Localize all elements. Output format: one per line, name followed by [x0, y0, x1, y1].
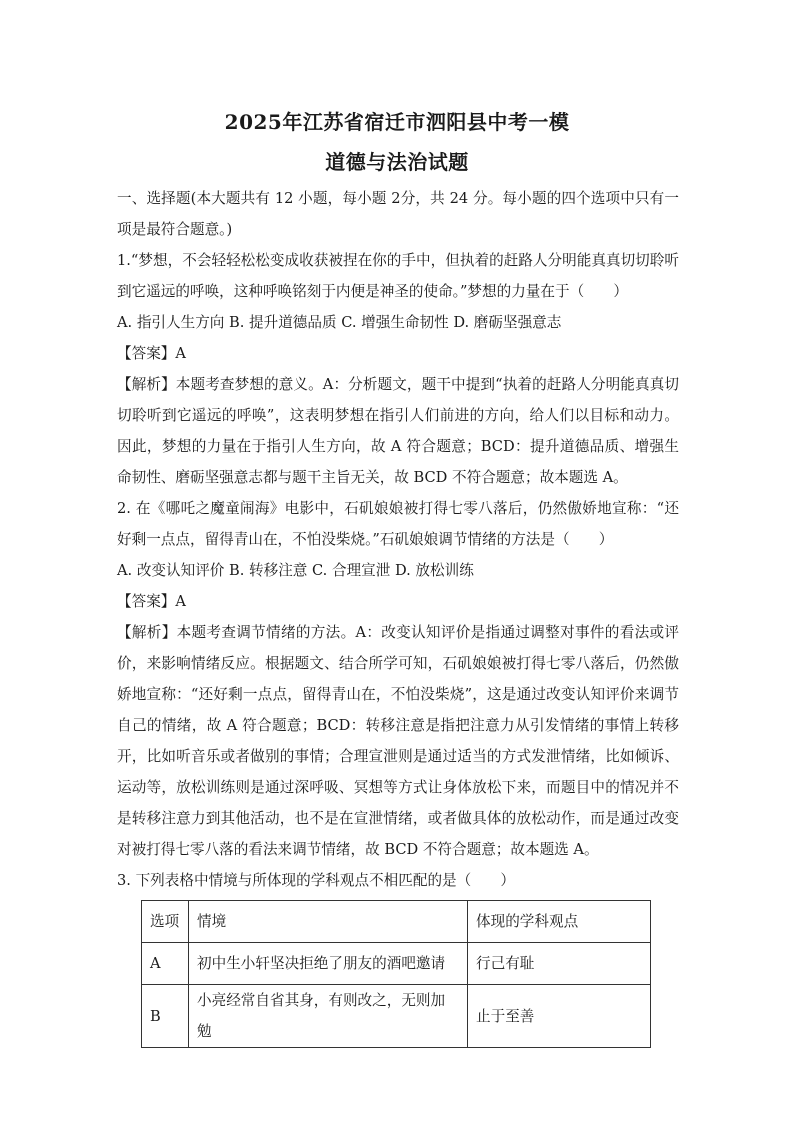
table-cell: A: [142, 943, 189, 985]
question-2-options: A. 改变认知评价 B. 转移注意 C. 合理宣泄 D. 放松训练: [117, 562, 474, 579]
table-header-row: [142, 901, 651, 943]
table-row: [142, 943, 651, 985]
table-header-cell: 情境: [189, 901, 468, 943]
question-2-stem: 2. 在《哪吒之魔童闹海》电影中，石矶娘娘被打得七零八落后，仍然傲娇地宣称：“还好剩一点点，留得青山在，不怕没柴烧。”石矶娘娘调节情绪的方法是（ ）: [117, 500, 679, 548]
exam-subtitle: 道德与法治试题: [325, 150, 469, 174]
section-heading: 一、选择题(本大题共有 12 小题，每小题 2分，共 24 分。每小题的四个选项中只有一项是最符合题意。): [117, 190, 679, 238]
table-cell: 行己有耻: [468, 943, 651, 985]
question-3-table: [141, 900, 651, 1048]
table-header-cell: 选项: [142, 901, 189, 943]
question-1-analysis: 【解析】本题考查梦想的意义。A：分析题文，题干中提到“执着的赶路人分明能真真切切聆听到它遥远的呼唤”，这表明梦想在指引人们前进的方向，给人们以目标和动力。因此，梦想的力量在于指引人生方向，故 A 符合题意；BCD：提升道德品质、增强生命韧性、磨砺坚强意志都与题干主旨无关，故 BCD 不符合题意；故本题选 A。: [117, 376, 679, 486]
question-3-stem: 3. 下列表格中情境与所体现的学科观点不相匹配的是（ ）: [117, 872, 516, 889]
table-cell: B: [142, 985, 189, 1048]
question-2-analysis: 【解析】本题考查调节情绪的方法。A：改变认知评价是指通过调整对事件的看法或评价，来影响情绪反应。根据题文、结合所学可知，石矶娘娘被打得七零八落后，仍然傲娇地宣称：“还好剩一点点，留得青山在，不怕没柴烧”，这是通过改变认知评价来调节自己的情绪，故 A 符合题意；BCD：转移注意是指把注意力从引发情绪的事情上转移开，比如听音乐或者做别的事情；合理宣泄则是通过适当的方式发泄情绪，比如倾诉、运动等，放松训练则是通过深呼吸、冥想等方式让身体放松下来，而题目中的情况并不是转移注意力到其他活动，也不是在宣泄情绪，或者做具体的放松动作，而是通过改变对被打得七零八落的看法来调节情绪，故 BCD 不符合题意；故本题选 A。: [117, 624, 679, 858]
exam-title: 2025年江苏省宿迁市泗阳县中考一模: [224, 110, 570, 134]
table-cell: 止于至善: [468, 985, 651, 1048]
exam-body: [117, 183, 679, 1048]
table-row: [142, 985, 651, 1048]
question-1-answer: 【答案】A: [117, 345, 186, 362]
table-header-cell: 体现的学科观点: [468, 901, 651, 943]
question-1-stem: 1.“梦想，不会轻轻松松变成收获被捏在你的手中，但执着的赶路人分明能真真切切聆听到它遥远的呼唤，这种呼唤铭刻于内便是神圣的使命。”梦想的力量在于（ ）: [117, 252, 679, 300]
table-cell: 初中生小轩坚决拒绝了朋友的酒吧邀请: [189, 943, 468, 985]
question-2-answer: 【答案】A: [117, 593, 186, 610]
table-cell: 小亮经常自省其身，有则改之，无则加勉: [189, 985, 468, 1048]
question-1-options: A. 指引人生方向 B. 提升道德品质 C. 增强生命韧性 D. 磨砺坚强意志: [117, 314, 562, 331]
